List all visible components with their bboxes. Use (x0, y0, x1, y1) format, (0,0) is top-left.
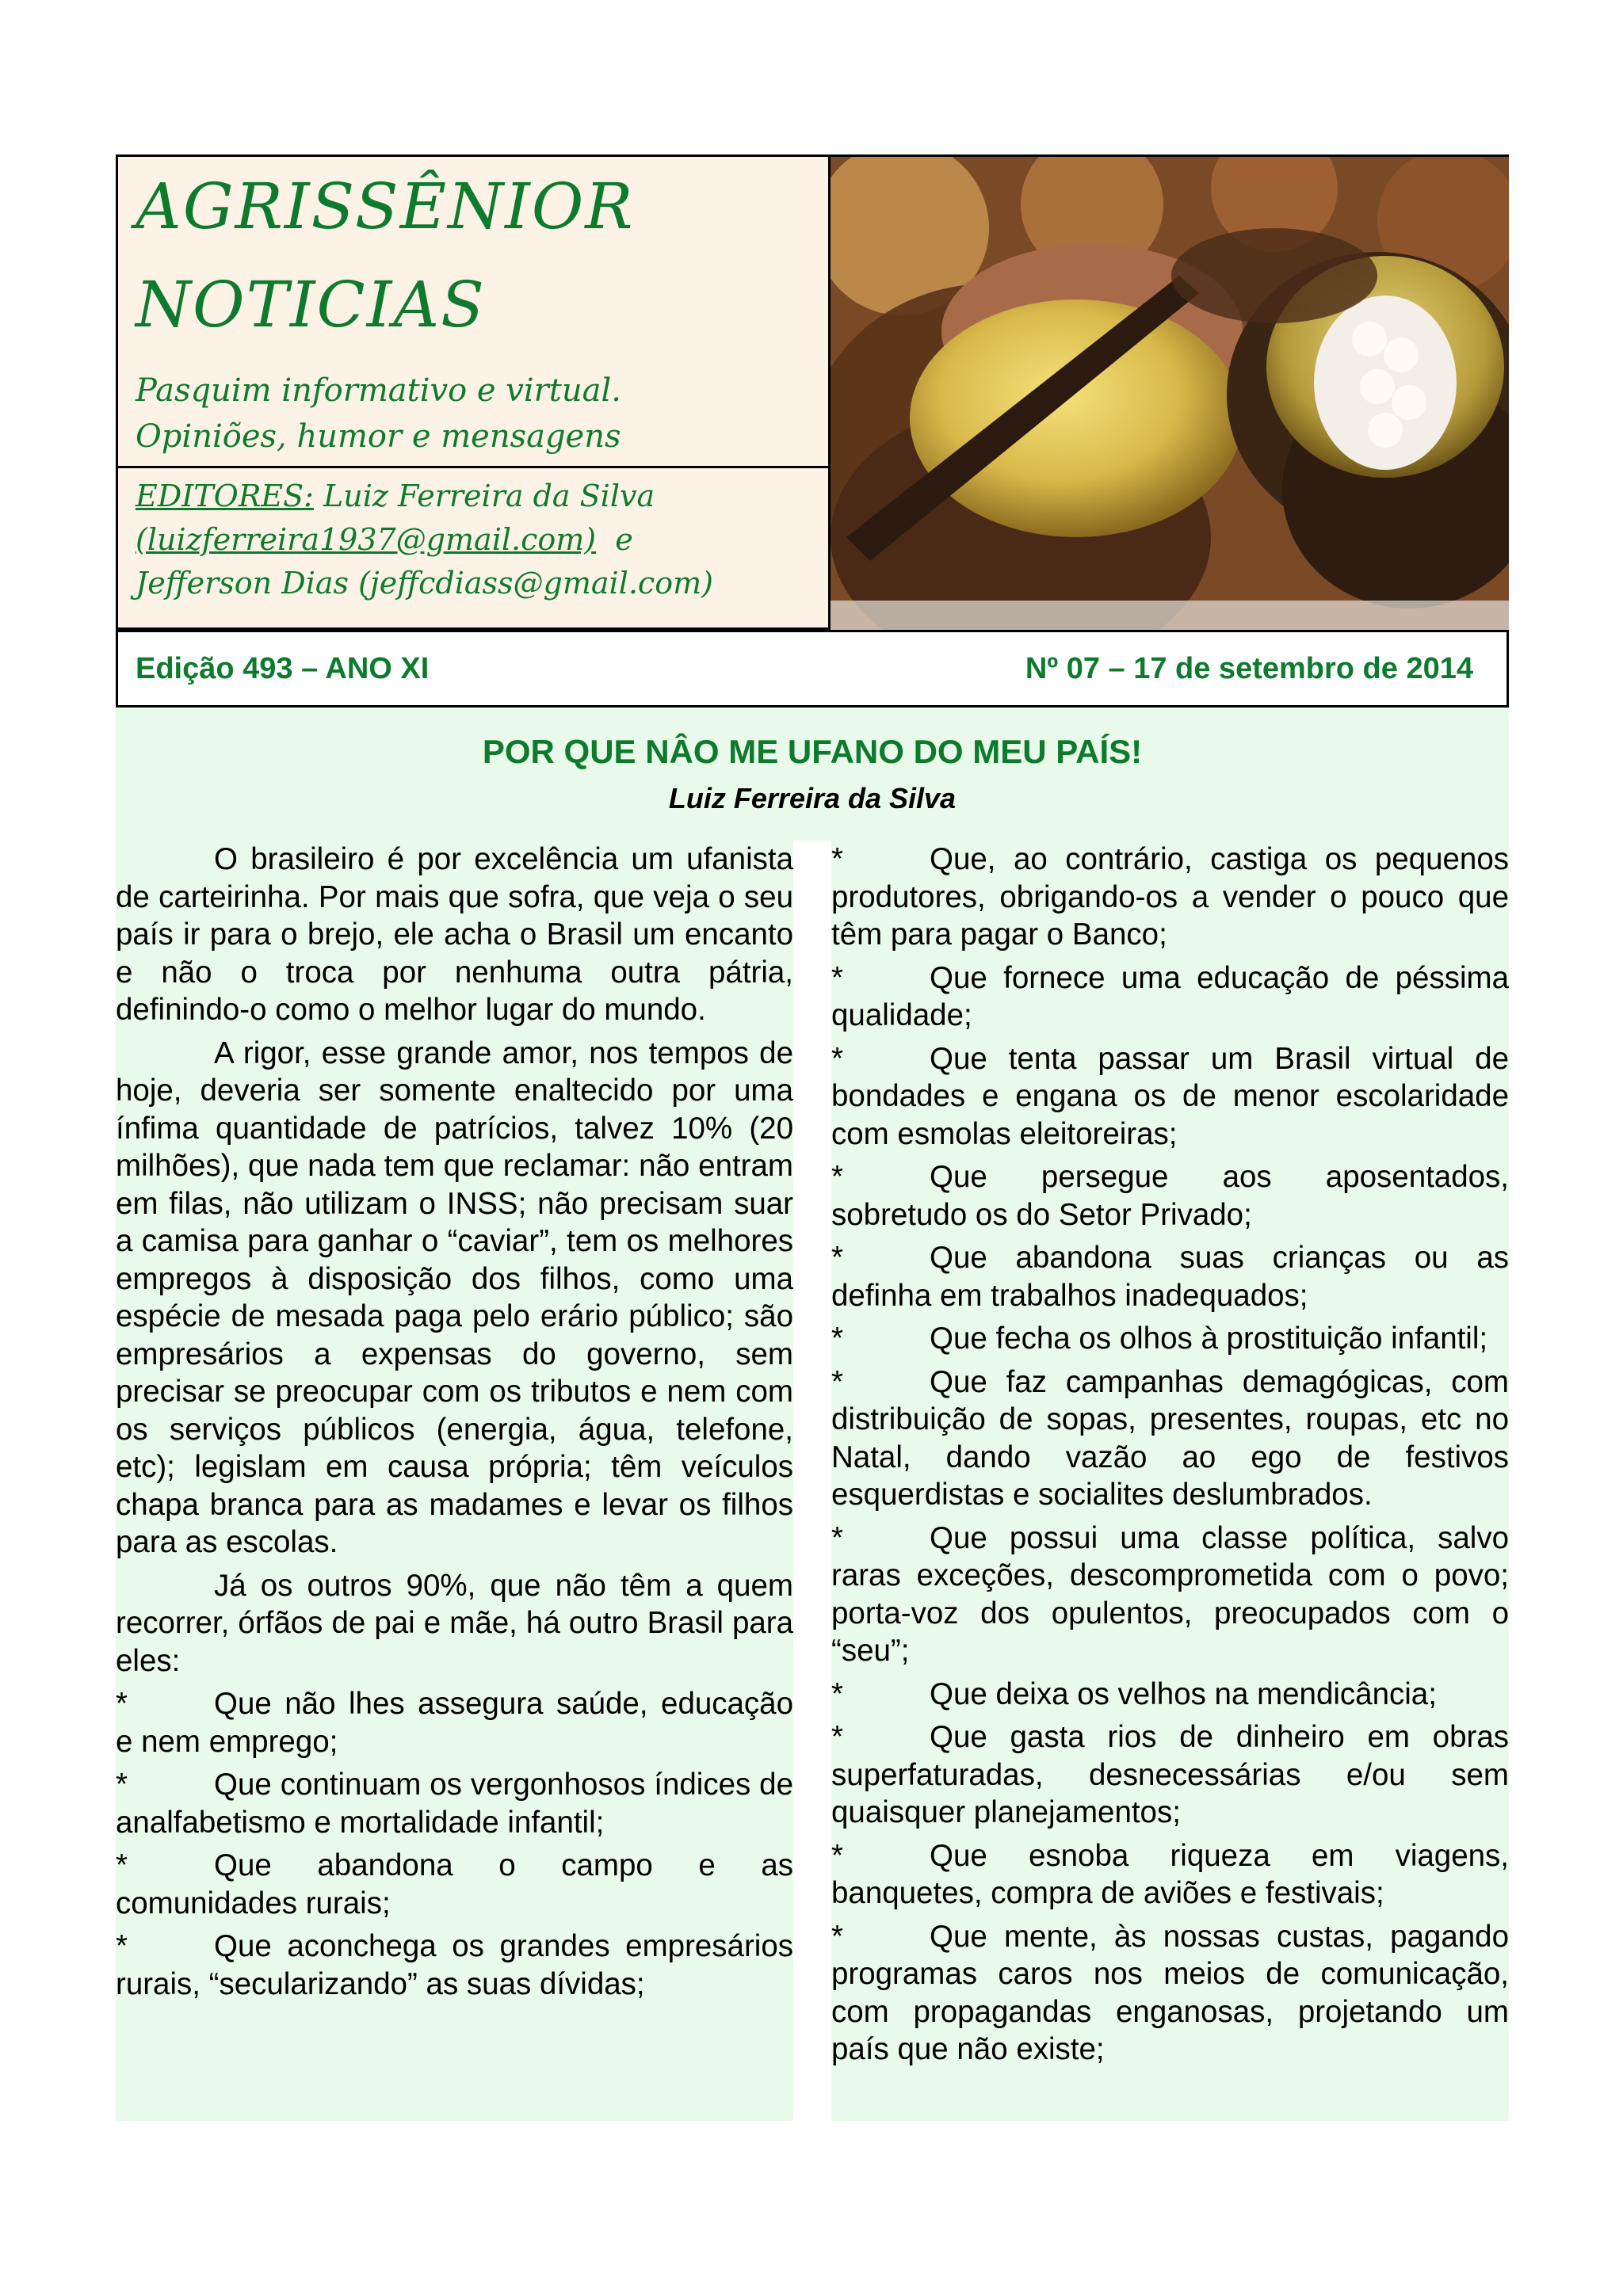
column-gutter (793, 841, 831, 2124)
list-item-text: Que aconchega os grandes empresários rurais, “secularizando” as suas dívidas; (116, 1929, 793, 2001)
editor-email-1[interactable]: (luizferreira1937@gmail.com) (136, 522, 597, 557)
subtitle-line1: Pasquim informativo e virtual. (136, 372, 621, 409)
list-item (116, 1685, 793, 1760)
list-item (116, 1928, 793, 2003)
edition-bar (116, 630, 1509, 707)
bullet-asterisk: * (831, 1241, 843, 1275)
list-item-text: Que tenta passar um Brasil virtual de bondades e engana os de menor escolaridade com esmolas eleitoreiras; (831, 1041, 1509, 1151)
list-item-text: Que abandona o campo e as comunidades rurais; (116, 1848, 793, 1920)
list-item (831, 841, 1509, 954)
subtitle-line2: Opiniões, humor e mensagens (136, 418, 621, 455)
cacao-photo-illustration (831, 157, 1509, 630)
edition-number: Edição 493 – ANO XI (136, 652, 430, 685)
cacao-pod-photo (831, 154, 1509, 630)
list-item-text: Que possui uma classe política, salvo raras exceções, descomprometida com o povo; porta-voz dos opulentos, preocupados com o “seu”; (831, 1520, 1509, 1668)
bullet-asterisk: * (831, 842, 843, 876)
list-item-text: Que continuam os vergonhosos índices de analfabetismo e mortalidade infantil; (116, 1768, 793, 1840)
bullet-asterisk: * (831, 960, 843, 995)
list-item-text: Que abandona suas crianças ou as definha em trabalhos inadequados; (831, 1241, 1509, 1313)
list-item (831, 1837, 1509, 1913)
list-item-text: Que fecha os olhos à prostituição infantil; (930, 1322, 1488, 1356)
bullet-asterisk: * (831, 1364, 843, 1399)
right-column (831, 841, 1509, 2074)
article (116, 707, 1509, 2121)
bullet-asterisk: * (831, 1520, 843, 1555)
list-item-text: Que mente, às nossas custas, pagando programas caros nos meios de comunicação, com propagandas enganosas, projetando um país que não existe; (831, 1919, 1509, 2066)
bullet-asterisk: * (831, 1676, 843, 1711)
bullet-asterisk: * (116, 1768, 128, 1802)
list-item (831, 1040, 1509, 1154)
article-byline: Luiz Ferreira da Silva (668, 782, 957, 814)
list-item-text: Que fornece uma educação de péssima qualidade; (831, 960, 1509, 1032)
editors-conjunction: e (596, 522, 633, 557)
list-item (831, 1239, 1509, 1314)
list-item-text: Que deixa os velhos na mendicância; (930, 1676, 1437, 1711)
bullet-asterisk: * (116, 1687, 128, 1721)
left-column (116, 841, 793, 2008)
list-item (831, 959, 1509, 1035)
list-item-text: Que faz campanhas demagógicas, com distribuição de sopas, presentes, roupas, etc no Natal, dando vazão ao ego de festivos esquerdistas e socialites deslumbrados. (831, 1364, 1509, 1512)
editors-line3: Jefferson Dias (jeffcdiass@gmail.com) (136, 566, 713, 601)
editors-line2 (136, 518, 828, 562)
list-item (831, 1676, 1509, 1714)
list-item (831, 1520, 1509, 1670)
list-item (116, 1766, 793, 1841)
list-item (831, 1158, 1509, 1234)
list-item-text: Que não lhes assegura saúde, educação e nem emprego; (116, 1687, 793, 1759)
list-item-text: Que esnoba riqueza em viagens, banquetes, compra de aviões e festivais; (831, 1838, 1509, 1910)
list-item (831, 1718, 1509, 1832)
newspaper-title-line2: NOTICIAS (136, 268, 486, 341)
list-item-text: Que gasta rios de dinheiro em obras superfaturadas, desnecessárias e/ou sem quaisquer planejamentos; (831, 1720, 1509, 1829)
bullet-asterisk: * (116, 1848, 128, 1882)
list-item-text: Que, ao contrário, castiga os pequenos produtores, obrigando-os a vender o pouco que têm para pagar o Banco; (831, 842, 1509, 952)
bullet-asterisk: * (831, 1160, 843, 1194)
bullet-asterisk: * (831, 1322, 843, 1356)
paragraph: O brasileiro é por excelência um ufanista de carteirinha. Por mais que sofra, que veja o seu país ir para o brejo, ele acha o Brasil um encanto e não o troca por nenhuma outra pátria, definindo-o como o melhor lugar do mundo. (116, 842, 793, 1027)
paragraph: Já os outros 90%, que não têm a quem recorrer, órfãos de pai e mãe, há outro Brasil para eles: (116, 1568, 793, 1678)
list-item (831, 1320, 1509, 1358)
editor-name-1: Luiz Ferreira da Silva (313, 479, 655, 513)
list-item (831, 1918, 1509, 2069)
list-item-text: Que persegue aos aposentados, sobretudo os do Setor Privado; (831, 1160, 1509, 1232)
masthead (116, 154, 1509, 707)
bullet-asterisk: * (831, 1919, 843, 1954)
editors-line1 (136, 475, 828, 518)
paragraph: A rigor, esse grande amor, nos tempos de hoje, deveria ser somente enaltecido por uma ínfima quantidade de patrícios, talvez 10% (20 milhões), que nada tem que reclamar: não entram em filas, não utilizam o INSS; não precisam suar a camisa para ganhar o “caviar”, tem os melhores empregos à disposição dos filhos, como uma espécie de mesada paga pelo erário público; são empresários a expensas do governo, sem precisar se preocupar com os tributos e nem com os serviços públicos (energia, água, telefone, etc); legislam em causa própria; têm veículos chapa branca para as madames e levar os filhos para as escolas. (116, 1035, 793, 1559)
bullet-asterisk: * (831, 1720, 843, 1754)
editors-box (116, 466, 831, 630)
bullet-asterisk: * (831, 1041, 843, 1076)
bullet-asterisk: * (831, 1838, 843, 1873)
list-item (116, 1847, 793, 1922)
list-item (831, 1363, 1509, 1514)
bullet-asterisk: * (116, 1929, 128, 1963)
title-box (116, 154, 831, 468)
article-headline: POR QUE NÂO ME UFANO DO MEU PAÍS! (482, 733, 1143, 770)
newspaper-title-line1: AGRISSÊNIOR (136, 170, 635, 243)
editors-label: EDITORES: (136, 479, 314, 513)
issue-date: Nº 07 – 17 de setembro de 2014 (1025, 652, 1473, 685)
